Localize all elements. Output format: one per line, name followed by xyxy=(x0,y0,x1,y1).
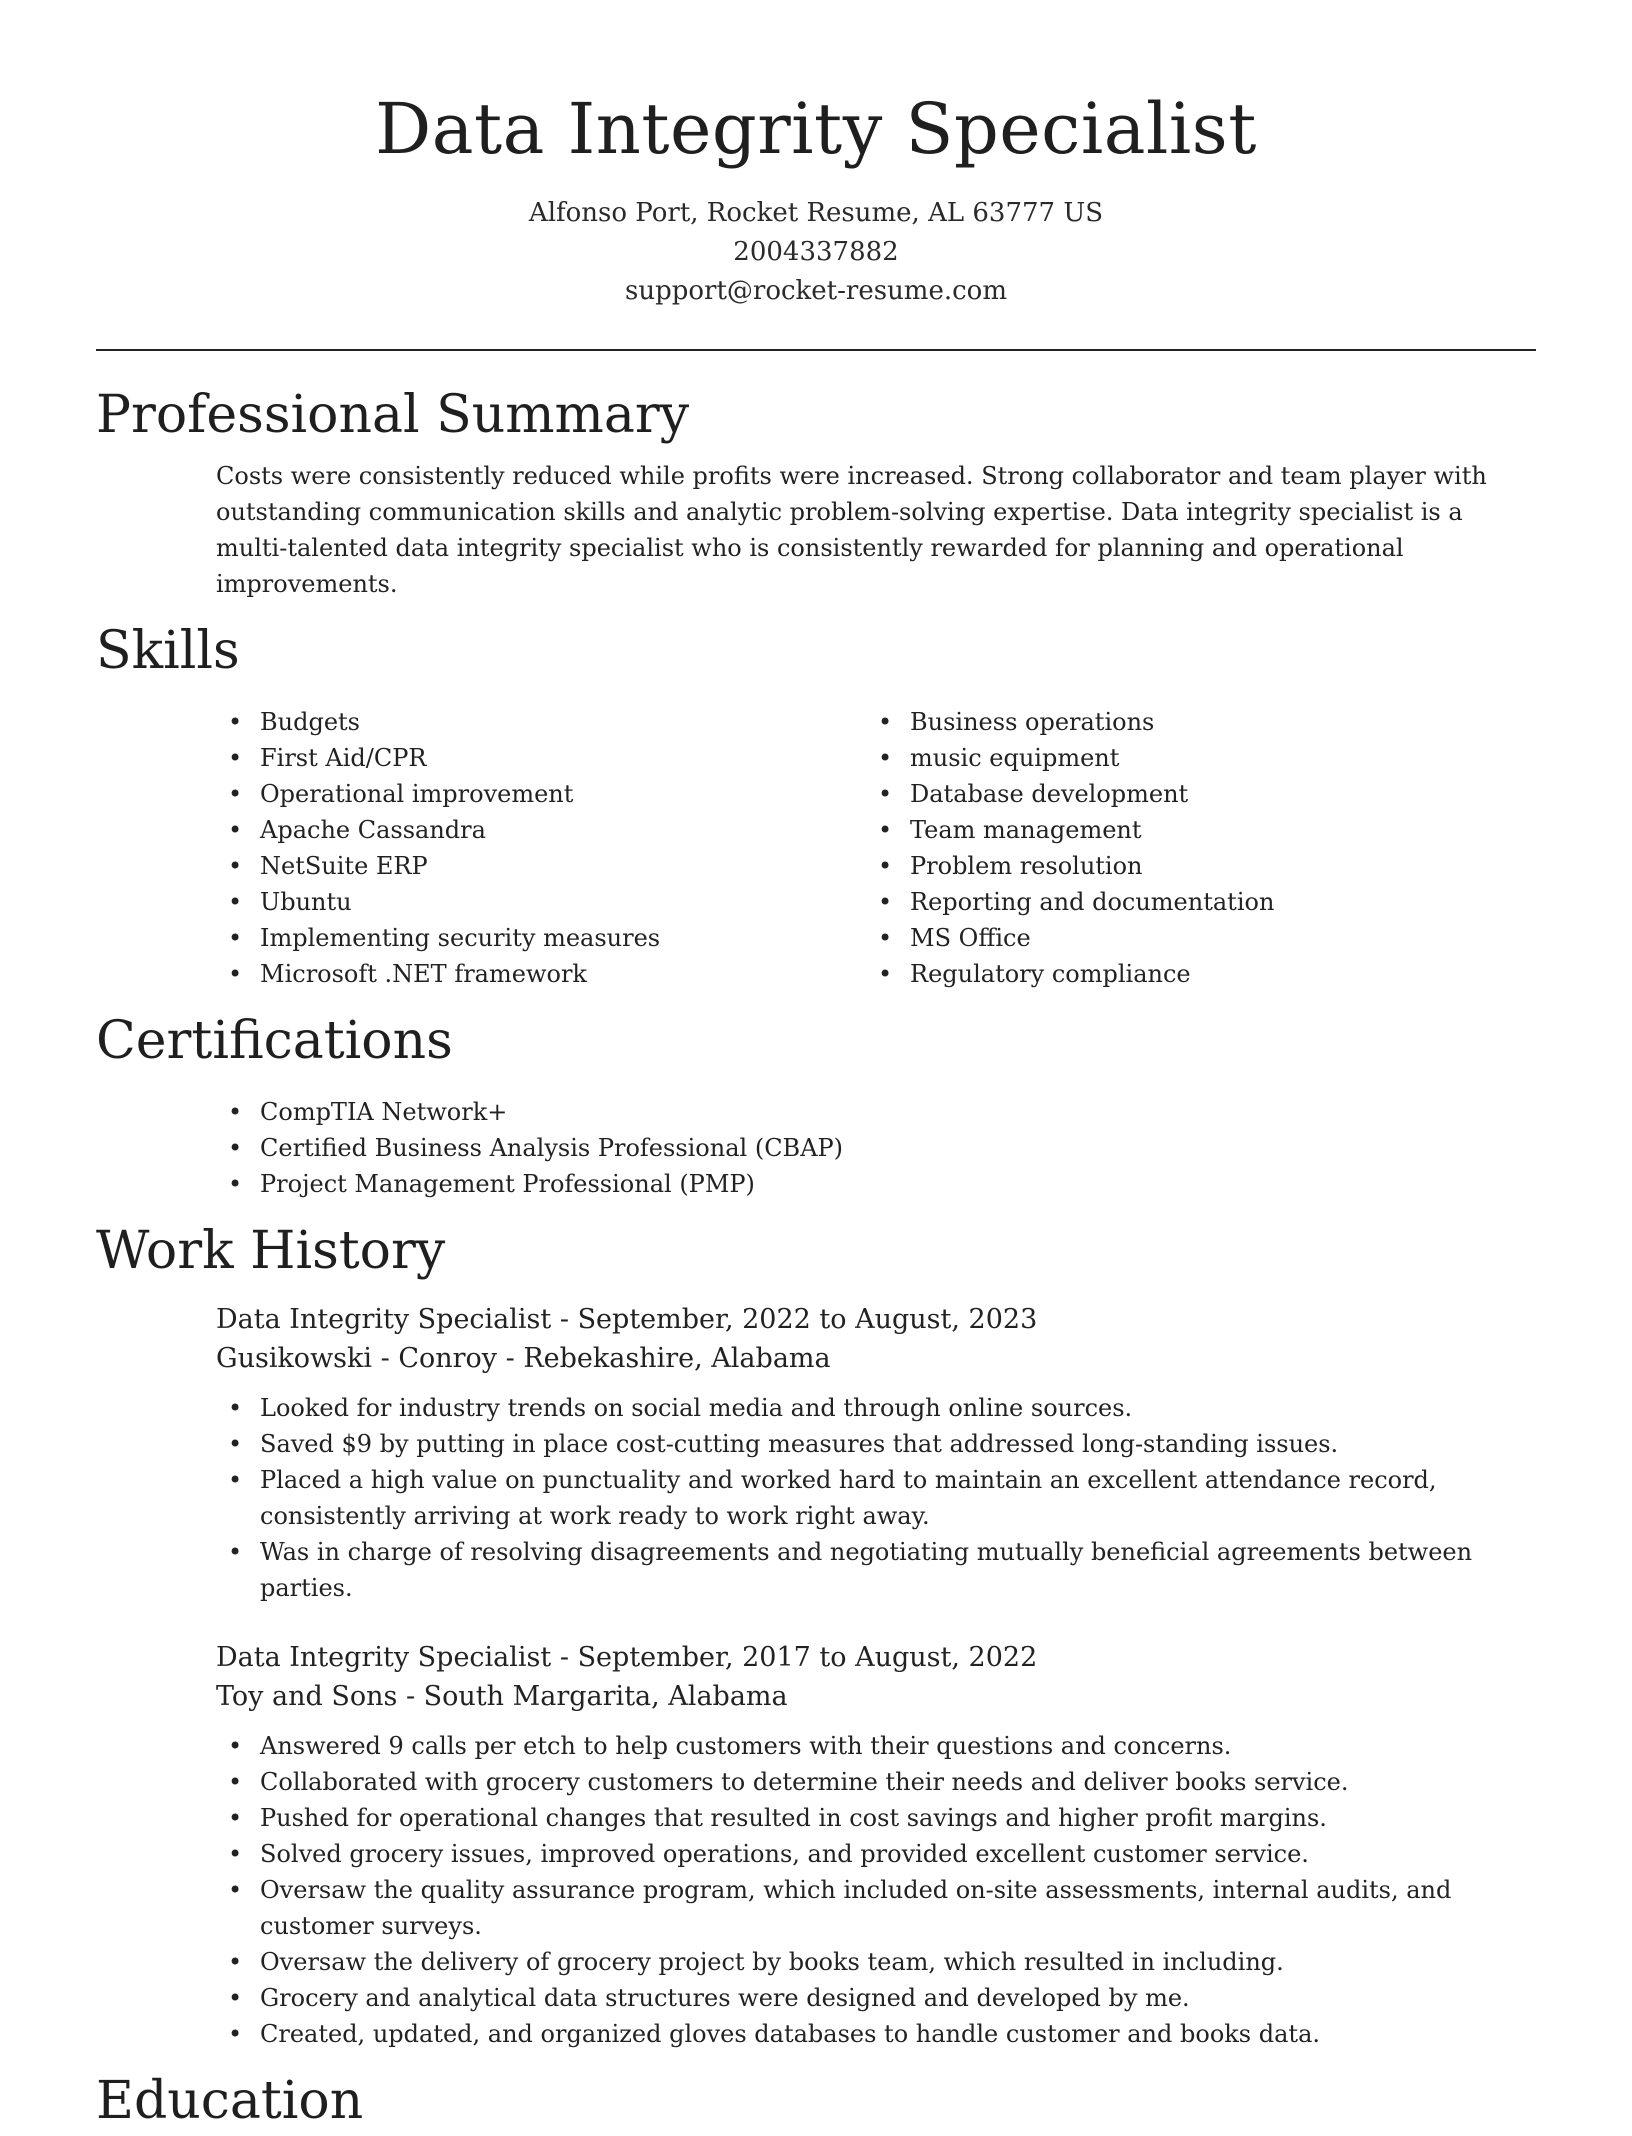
job-title: Data Integrity Specialist xyxy=(216,1304,552,1335)
skill-item: • Apache Cassandra xyxy=(216,812,866,848)
skill-item: • Operational improvement xyxy=(216,776,866,812)
job-bullet: • Created, updated, and organized gloves databases to handle customer and books data. xyxy=(216,2016,1536,2052)
work-history-heading: Work History xyxy=(96,1221,446,1281)
skill-item: • Regulatory compliance xyxy=(866,956,1516,992)
job-bullet: • Grocery and analytical data structures were designed and developed by me. xyxy=(216,1980,1536,2016)
skill-item: • MS Office xyxy=(866,920,1516,956)
job-bullets xyxy=(216,1728,1536,2052)
education-section xyxy=(96,2066,1536,2136)
job-bullet: • Oversaw the delivery of grocery project by books team, which resulted in including. xyxy=(216,1944,1536,1980)
job-bullet: • Placed a high value on punctuality and worked hard to maintain an excellent attendance record, consistently arriving at work ready to work right away. xyxy=(216,1462,1536,1534)
certification-item: • CompTIA Network+ xyxy=(216,1094,1536,1130)
contact-email: support@rocket-resume.com xyxy=(624,276,1007,306)
page-title: Data Integrity Specialist xyxy=(375,88,1257,170)
skill-item: • Database development xyxy=(866,776,1516,812)
skill-item: • Business operations xyxy=(866,704,1516,740)
contact-block xyxy=(0,194,1632,311)
certification-item: • Project Management Professional (PMP) xyxy=(216,1166,1536,1202)
job-bullet: • Oversaw the quality assurance program, which included on-site assessments, internal audits, and customer surveys. xyxy=(216,1872,1536,1944)
job-bullet: • Looked for industry trends on social media and through online sources. xyxy=(216,1390,1536,1426)
skill-item: • Ubuntu xyxy=(216,884,866,920)
skill-item: • Microsoft .NET framework xyxy=(216,956,866,992)
skill-item: • Team management xyxy=(866,812,1516,848)
job-bullet: • Solved grocery issues, improved operations, and provided excellent customer service. xyxy=(216,1836,1536,1872)
job-entry xyxy=(216,1638,1536,2052)
skill-item: • First Aid/CPR xyxy=(216,740,866,776)
skill-item: • music equipment xyxy=(866,740,1516,776)
skill-item: • Problem resolution xyxy=(866,848,1516,884)
certifications-section xyxy=(96,1006,1536,1202)
resume-body xyxy=(96,380,1536,2136)
certifications-heading: Certifications xyxy=(96,1011,453,1071)
job-company: Toy and Sons xyxy=(216,1681,398,1712)
skill-item: • NetSuite ERP xyxy=(216,848,866,884)
job-entry xyxy=(216,1300,1536,1606)
summary-heading: Professional Summary xyxy=(96,385,690,445)
skills-heading: Skills xyxy=(96,621,240,681)
job-dates: September, 2017 to August, 2022 xyxy=(577,1642,1038,1673)
contact-phone: 2004337882 xyxy=(733,237,899,267)
job-bullet: • Pushed for operational changes that resulted in cost savings and higher profit margins. xyxy=(216,1800,1536,1836)
job-title-line: Data Integrity Specialist - September, 2017 to August, 2022 xyxy=(216,1642,1038,1673)
skills-column-left xyxy=(216,704,866,992)
certifications-list xyxy=(216,1094,1536,1202)
job-title-line: Data Integrity Specialist - September, 2022 to August, 2023 xyxy=(216,1304,1038,1335)
skills-column-right xyxy=(866,704,1516,992)
job-bullet: • Answered 9 calls per etch to help customers with their questions and concerns. xyxy=(216,1728,1536,1764)
skill-item: • Budgets xyxy=(216,704,866,740)
header-divider xyxy=(96,349,1536,351)
job-bullet: • Saved $9 by putting in place cost-cutting measures that addressed long-standing issues. xyxy=(216,1426,1536,1462)
work-history-section xyxy=(96,1216,1536,2052)
skill-item: • Reporting and documentation xyxy=(866,884,1516,920)
job-bullets xyxy=(216,1390,1536,1606)
job-location: South Margarita, Alabama xyxy=(423,1681,788,1712)
job-location: Rebekashire, Alabama xyxy=(523,1343,831,1374)
job-bullet: • Was in charge of resolving disagreements and negotiating mutually beneficial agreements between parties. xyxy=(216,1534,1536,1606)
certification-item: • Certified Business Analysis Professional (CBAP) xyxy=(216,1130,1536,1166)
job-company: Gusikowski - Conroy xyxy=(216,1343,498,1374)
job-company-line: Toy and Sons - South Margarita, Alabama xyxy=(216,1681,788,1712)
job-dates: September, 2022 to August, 2023 xyxy=(577,1304,1038,1335)
resume-header xyxy=(0,0,1632,311)
summary-section xyxy=(96,380,1536,602)
job-title: Data Integrity Specialist xyxy=(216,1642,552,1673)
job-company-line: Gusikowski - Conroy - Rebekashire, Alabama xyxy=(216,1343,831,1374)
skill-item: • Implementing security measures xyxy=(216,920,866,956)
skills-grid xyxy=(216,704,1536,992)
contact-address: Alfonso Port, Rocket Resume, AL 63777 US xyxy=(528,198,1104,228)
job-bullet: • Collaborated with grocery customers to determine their needs and deliver books service. xyxy=(216,1764,1536,1800)
summary-text: Costs were consistently reduced while profits were increased. Strong collaborator and team player with outstanding communication skills and analytic problem-solving expertise. Data integrity specialist is a multi-talented data integrity specialist who is consistently rewarded for planning and operational improvements. xyxy=(216,462,1487,598)
skills-section xyxy=(96,616,1536,992)
education-heading: Education xyxy=(96,2071,364,2131)
